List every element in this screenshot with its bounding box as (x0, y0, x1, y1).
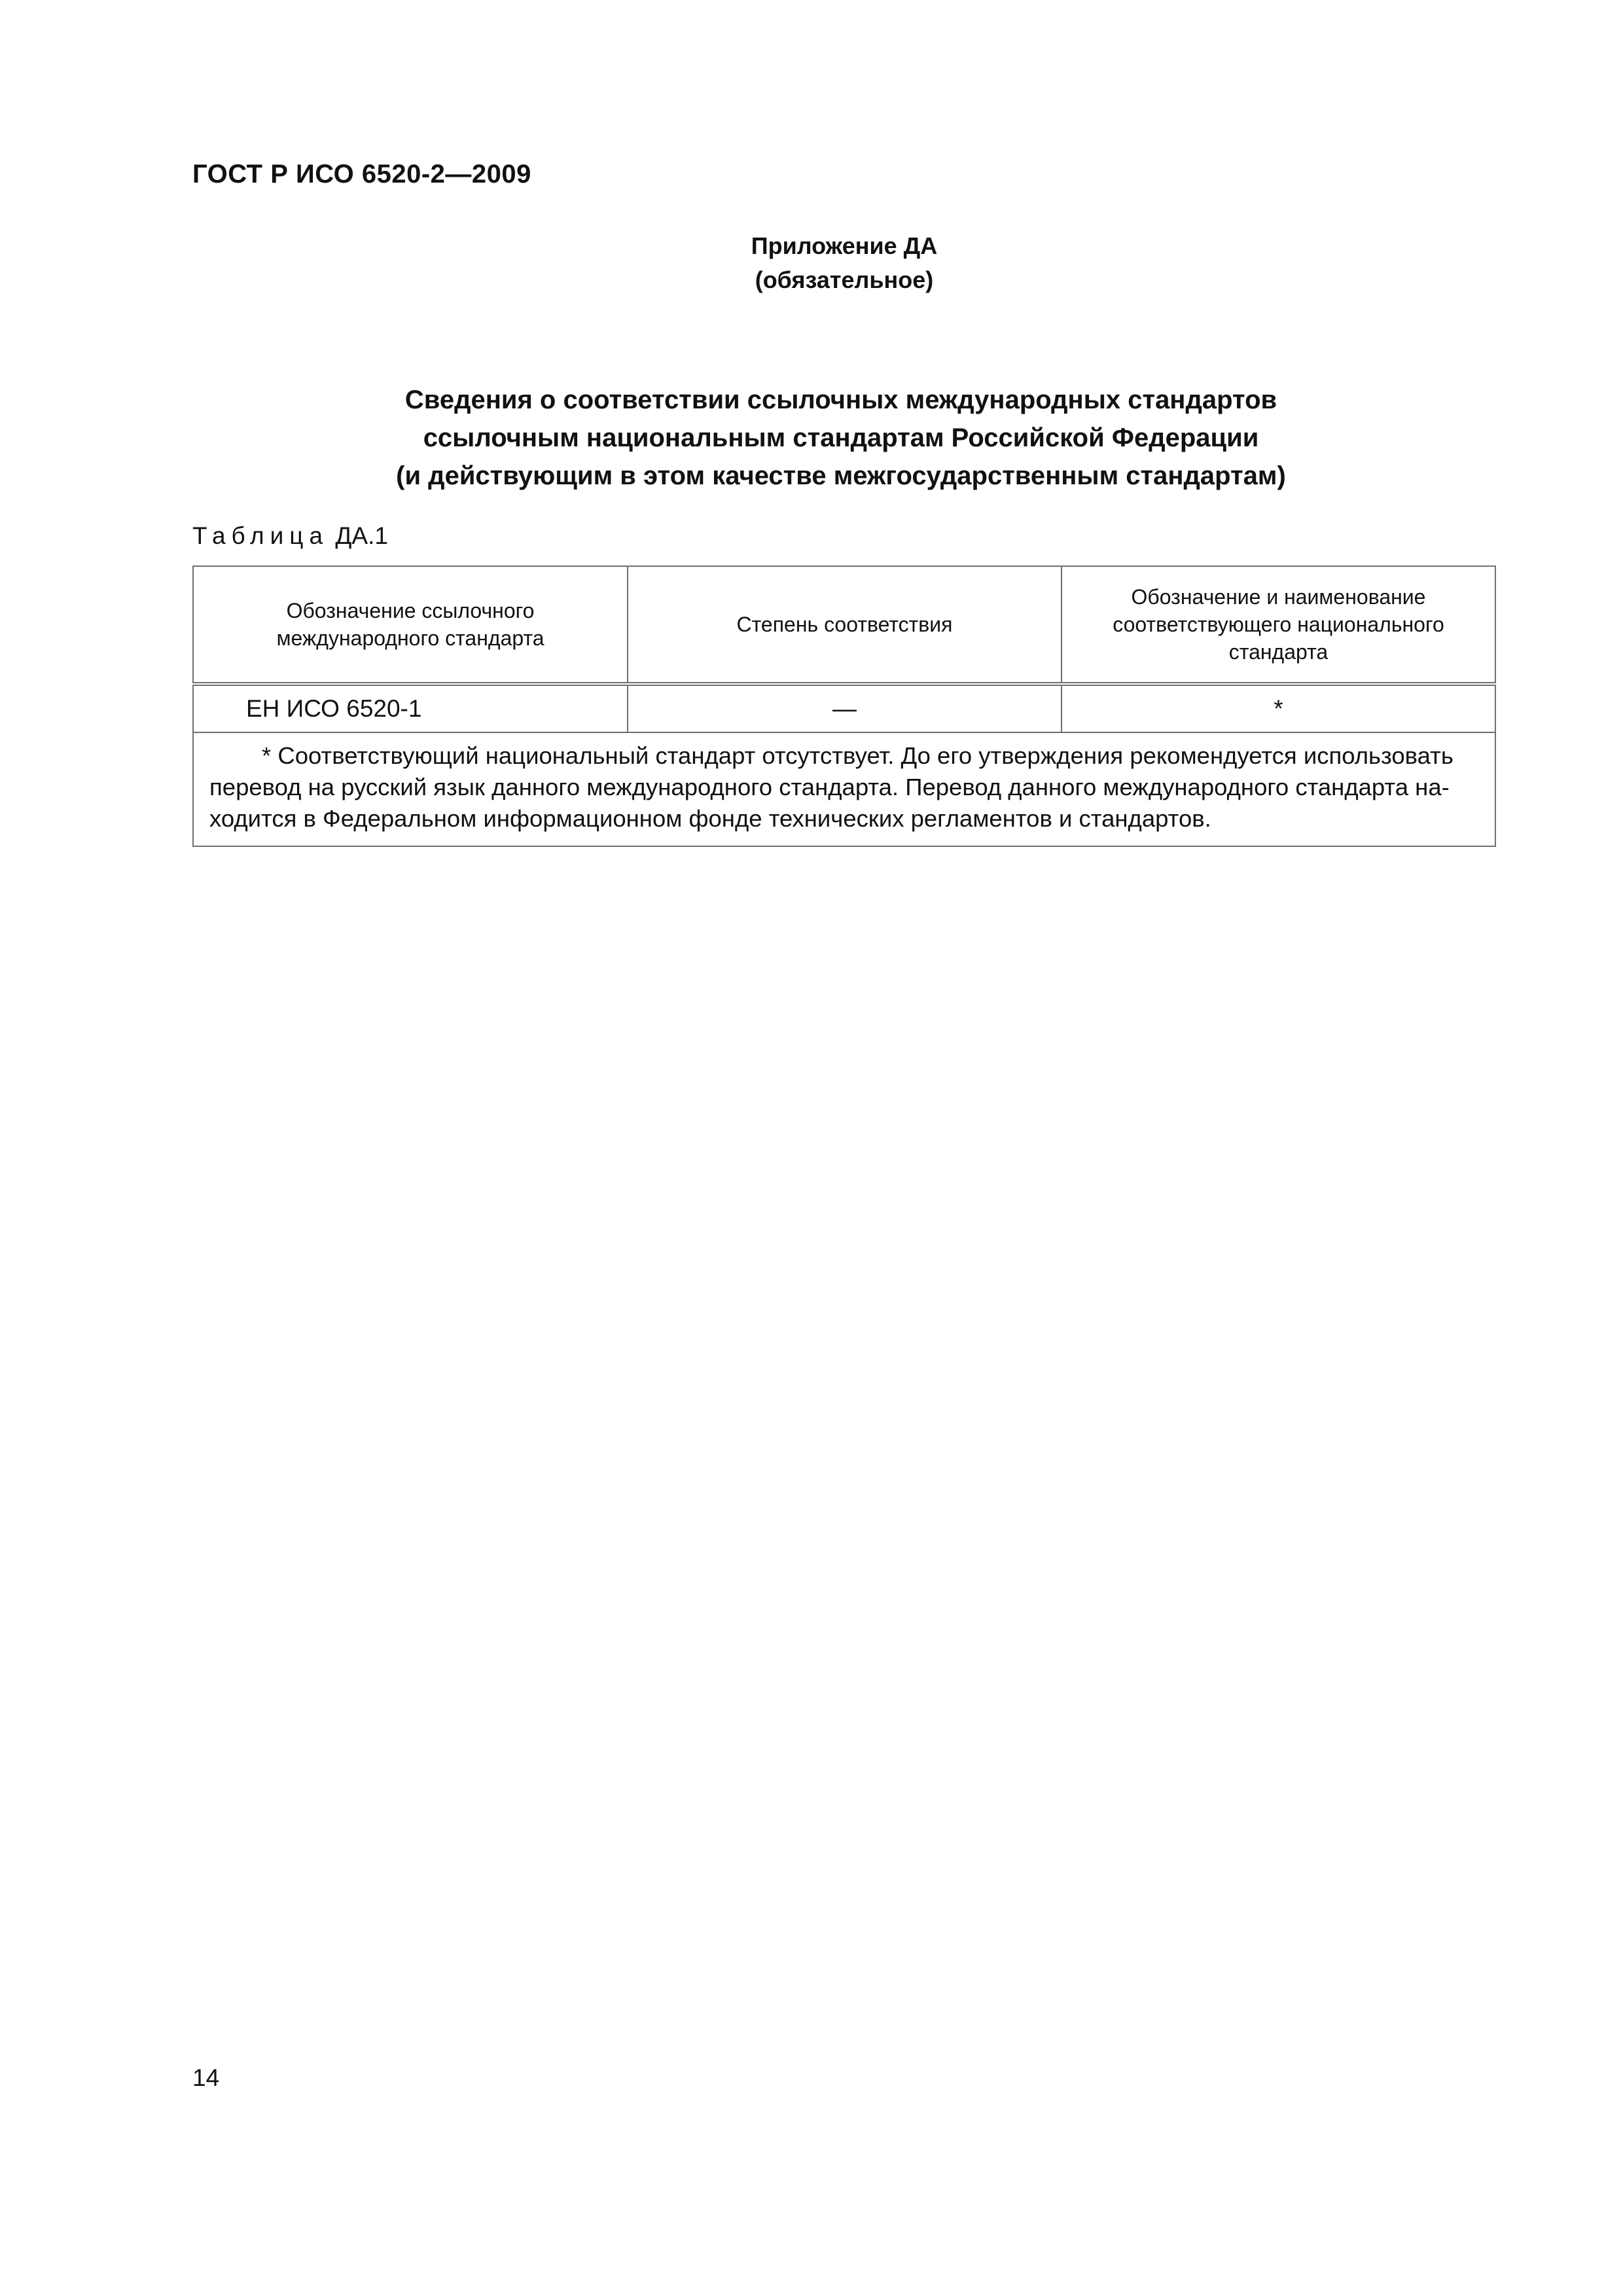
footnote-line-1: * Соответствующий национальный стандарт отсутствует. До его утверждения рекомендуется использовать (262, 742, 1454, 769)
table-caption (192, 522, 388, 550)
table-footnote-row (193, 732, 1495, 846)
appendix-title (196, 381, 1486, 495)
title-line-1: Сведения о соответствии ссылочных международных стандартов (404, 386, 1277, 414)
appendix-status: (обязательное) (755, 266, 934, 293)
document-code: ГОСТ Р ИСО 6520-2—2009 (192, 160, 531, 188)
footnote-line-2: перевод на русский язык данного международного стандарта. Перевод данного международного стандарта на- (209, 774, 1450, 800)
footnote-line-3: ходится в Федеральном информационном фонде технических регламентов и стандартов. (209, 805, 1211, 832)
title-line-3: (и действующим в этом качестве межгосударственным стандартам) (396, 461, 1286, 490)
cell-degree-of-correspondence: — (628, 684, 1061, 732)
appendix-heading (654, 229, 1034, 297)
header-cell-degree-of-correspondence: Степень соответствия (628, 566, 1061, 684)
page-number: 14 (192, 2064, 220, 2091)
cell-national-standard: * (1061, 684, 1495, 732)
table-header-row (193, 566, 1495, 684)
table-row (193, 684, 1495, 732)
reference-standards-table (192, 565, 1496, 847)
table-caption-id: ДА.1 (335, 522, 388, 549)
header-cell-reference-standard: Обозначение ссылочного международного стандарта (193, 566, 628, 684)
title-line-2: ссылочным национальным стандартам Российской Федерации (423, 423, 1259, 452)
appendix-label: Приложение ДА (751, 232, 938, 259)
table-footnote (193, 732, 1495, 846)
header-cell-national-standard: Обозначение и наименование соответствующего национального стандарта (1061, 566, 1495, 684)
table-caption-word: Таблица (192, 522, 329, 549)
cell-reference-standard: ЕН ИСО 6520-1 (193, 684, 628, 732)
